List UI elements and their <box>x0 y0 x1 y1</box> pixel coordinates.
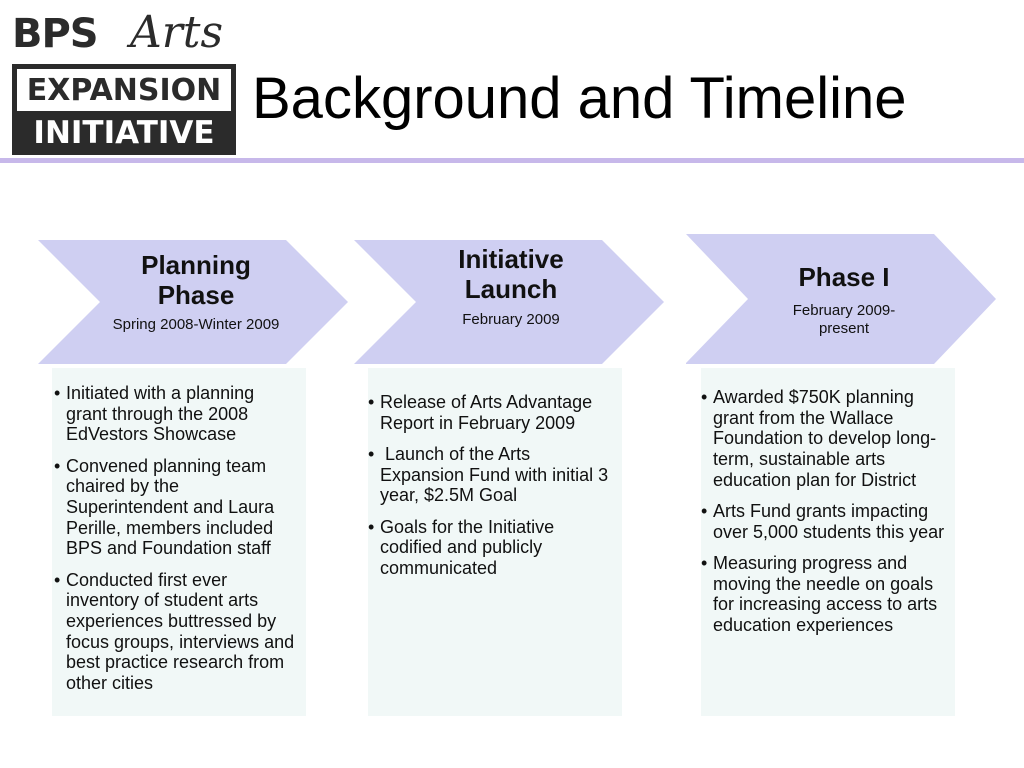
phase-details-phase1 <box>701 368 955 716</box>
list-item: • Awarded $750K planning grant from the Wallace Foundation to develop long-term, sustainable arts education plan for District <box>701 387 953 491</box>
list-item: • Measuring progress and moving the needle on goals for increasing access to arts education experiences <box>701 553 953 636</box>
phase-chevron-text <box>78 250 314 334</box>
list-item: • Convened planning team chaired by the Superintendent and Laura Perille, members included BPS and Foundation staff <box>54 456 300 560</box>
phase-date: February 2009-present <box>792 302 896 337</box>
logo-initiative-text: INITIATIVE <box>12 111 236 155</box>
logo-arts-text: Arts <box>130 7 224 58</box>
phase-title: Phase I <box>798 262 890 292</box>
logo-top-line <box>10 8 236 60</box>
phase-title: Planning Phase <box>141 250 251 310</box>
phase-chevron-phase1 <box>686 234 996 364</box>
list-item: • Launch of the Arts Expansion Fund with initial 3 year, $2.5M Goal <box>368 444 618 506</box>
list-item: • Release of Arts Advantage Report in February 2009 <box>368 392 618 433</box>
phase-chevron-text <box>388 244 634 329</box>
title-divider <box>0 158 1024 163</box>
phase-details-planning <box>52 368 306 716</box>
logo-bps-text: BPS <box>12 11 98 57</box>
phase-title: Initiative Launch <box>458 244 564 304</box>
bullet-list <box>368 392 618 579</box>
phase-details-launch <box>368 368 622 716</box>
page-title: Background and Timeline <box>252 66 907 131</box>
bullet-list <box>54 383 300 694</box>
phase-chevron-text <box>746 262 942 338</box>
bullet-list <box>701 387 953 636</box>
phase-chevron-planning <box>38 240 348 364</box>
list-item: • Conducted first ever inventory of student arts experiences buttressed by focus groups, interviews and best practice research from other cities <box>54 570 300 694</box>
logo <box>10 8 236 156</box>
list-item: • Goals for the Initiative codified and publicly communicated <box>368 517 618 579</box>
logo-expansion-text: EXPANSION <box>12 64 236 116</box>
phase-date: Spring 2008-Winter 2009 <box>112 316 280 333</box>
list-item: • Initiated with a planning grant through the 2008 EdVestors Showcase <box>54 383 300 445</box>
phase-chevron-launch <box>354 240 664 364</box>
phase-date: February 2009 <box>462 311 560 328</box>
list-item: • Arts Fund grants impacting over 5,000 students this year <box>701 501 953 542</box>
